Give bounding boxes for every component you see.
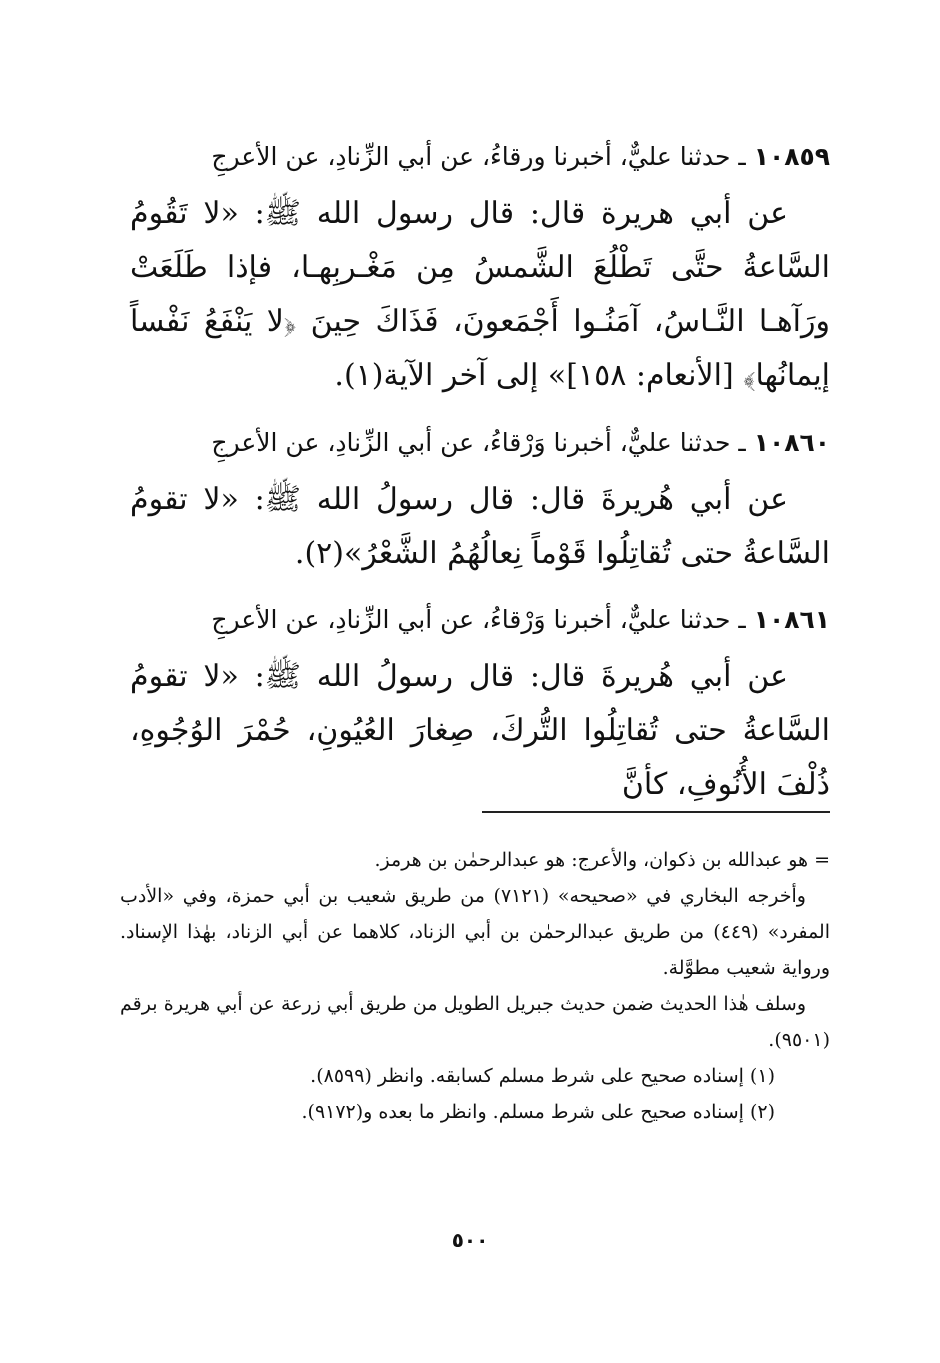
note-continuation: = هو عبدالله بن ذكوان، والأعرج: هو عبدالرحمٰن بن هرمز.	[374, 849, 830, 871]
hadith-isnad: ـ حدثنا عليٌّ، أخبرنا وَرْقاءُ، عن أبي الزِّنادِ، عن الأعرجِ	[211, 605, 746, 634]
hadith-header	[130, 127, 830, 187]
footnote-item: (١) إسناده صحيح على شرط مسلم كسابقه. وانظر (٨٥٩٩).	[310, 1065, 775, 1087]
hadith-number: ١٠٨٥٩	[753, 142, 830, 171]
hadith-matn: عن أبي هُريرةَ قال: قال رسولُ الله ﷺ: «لا تقومُ السَّاعةُ حتى تُقاتِلُوا قَوْماً نِعالُهُمُ الشَّعْرُ»(٢).	[130, 482, 830, 571]
page-number: ٥٠٠	[451, 1228, 489, 1252]
note-paragraph: وسلف هٰذا الحديث ضمن حديث جبريل الطويل من طريق أبي زرعة عن أبي هريرة برقم (٩٥٠١).	[120, 993, 830, 1051]
hadith-isnad: ـ حدثنا عليٌّ، أخبرنا ورقاءُ، عن أبي الزِّنادِ، عن الأعرجِ	[211, 142, 746, 171]
hadith-isnad: ـ حدثنا عليٌّ، أخبرنا وَرْقاءُ، عن أبي الزِّنادِ، عن الأعرجِ	[211, 428, 746, 457]
hadith-10861	[130, 590, 830, 812]
hadith-number: ١٠٨٦١	[753, 605, 830, 634]
hadith-matn: عن أبي هريرة قال: قال رسول الله ﷺ: «لا تَقُومُ السَّاعةُ حتَّى تَطْلُعَ الشَّمسُ مِن مَغْـربِهـا، فإذا طَلَعَتْ ورَآهـا النَّـاسُ، آمَنُـوا أَجْمَعونَ، فَذَاكَ حِينَ ﴿لا يَنْفَعُ نَفْساً إيمانُها﴾ [الأنعام: ١٥٨]» إلى آخر الآية(١).	[130, 196, 830, 393]
hadith-10860	[130, 413, 830, 581]
hadith-header	[130, 590, 830, 650]
hadith-matn: عن أبي هُريرةَ قال: قال رسولُ الله ﷺ: «لا تقومُ السَّاعةُ حتى تُقاتِلُوا التُّركَ، صِغارَ العُيُونِ، حُمْرَ الوُجُوهِ، ذُلْفَ الأُنُوفِ، كأنَّ	[130, 659, 830, 802]
hadith-header	[130, 413, 830, 473]
hadith-10859	[130, 127, 830, 403]
footnote-item: (٢) إسناده صحيح على شرط مسلم. وانظر ما بعده و(٩١٧٢).	[301, 1101, 775, 1123]
footnotes-section	[120, 842, 830, 1130]
note-paragraph: وأخرجه البخاري في «صحيحه» (٧١٢١) من طريق شعيب بن أبي حمزة، وفي «الأدب المفرد» (٤٤٩) من طريق عبدالرحمٰن بن أبي الزناد، كلاهما عن أبي الزناد، بهٰذا الإسناد. ورواية شعيب مطوَّلة.	[120, 885, 831, 979]
hadith-number: ١٠٨٦٠	[753, 428, 830, 457]
footnote-separator	[482, 811, 830, 813]
